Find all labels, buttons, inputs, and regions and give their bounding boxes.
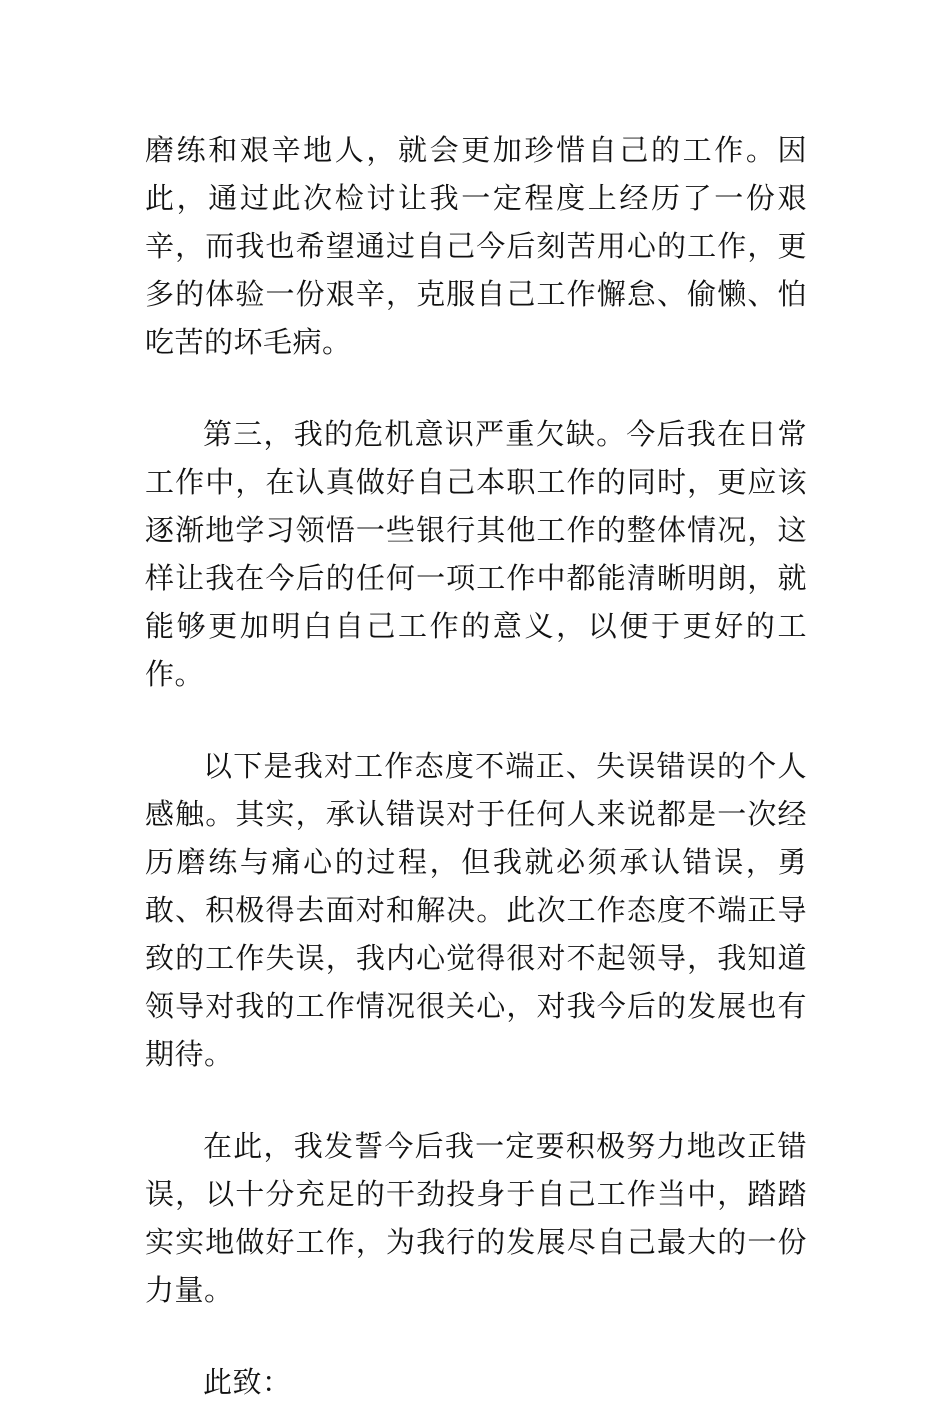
paragraph-2: 第三，我的危机意识严重欠缺。今后我在日常工作中，在认真做好自己本职工作的同时，更应该逐渐地学习领悟一些银行其他工作的整体情况，这样让我在今后的任何一项工作中都能清晰明朗，就能够更加明白自己工作的意义，以便于更好的工作。: [145, 417, 807, 691]
paragraph-4: 在此，我发誓今后我一定要积极努力地改正错误，以十分充足的干劲投身于自己工作当中，踏踏实实地做好工作，为我行的发展尽自己最大的一份力量。: [145, 1129, 807, 1307]
document-body: [145, 126, 807, 1406]
paragraph-3: 以下是我对工作态度不端正、失误错误的个人感触。其实，承认错误对于任何人来说都是一次经历磨练与痛心的过程，但我就必须承认错误，勇敢、积极得去面对和解决。此次工作态度不端正导致的工作失误，我内心觉得很对不起领导，我知道领导对我的工作情况很关心，对我今后的发展也有期待。: [145, 749, 807, 1071]
paragraph-1: 磨练和艰辛地人，就会更加珍惜自己的工作。因此，通过此次检讨让我一定程度上经历了一份艰辛，而我也希望通过自己今后刻苦用心的工作，更多的体验一份艰辛，克服自己工作懈怠、偷懒、怕吃苦的坏毛病。: [145, 133, 807, 359]
closing-salutation: 此致：: [203, 1365, 292, 1399]
